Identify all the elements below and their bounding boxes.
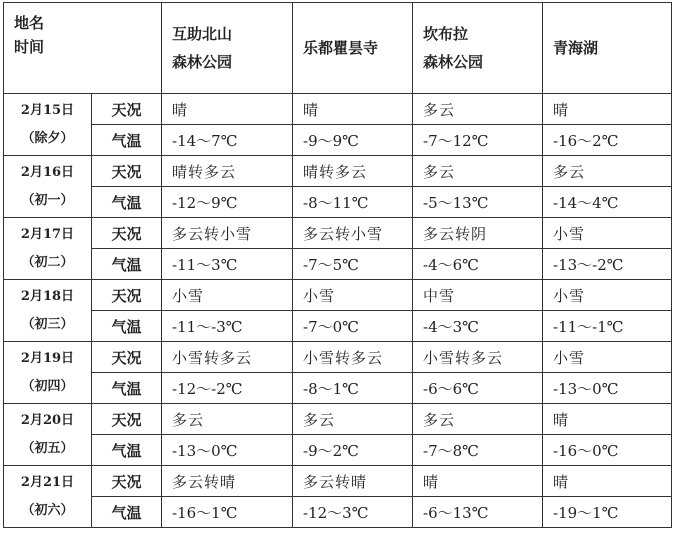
condition-value: 多云转小雪 — [293, 218, 413, 249]
condition-value: 多云 — [413, 94, 543, 125]
condition-value: 多云 — [543, 156, 672, 187]
temperature-value: -7～0℃ — [293, 311, 413, 342]
temperature-value: -6～13℃ — [413, 497, 543, 528]
date-cell — [4, 342, 92, 404]
location-header — [293, 3, 413, 94]
date-label: 2月21日 — [20, 474, 75, 490]
temperature-value: -11～-3℃ — [162, 311, 293, 342]
condition-value: 晴 — [543, 466, 672, 497]
date-label: 2月16日 — [20, 164, 75, 180]
location-header — [413, 3, 543, 94]
lunar-date-label: （初四） — [21, 378, 74, 394]
weather-forecast-table — [3, 2, 672, 528]
condition-label: 天况 — [92, 94, 162, 125]
temperature-value: -5～13℃ — [413, 187, 543, 218]
temperature-row — [4, 311, 672, 342]
temperature-label: 气温 — [92, 187, 162, 218]
location-header — [162, 3, 293, 94]
condition-value: 多云 — [162, 404, 293, 435]
location-name-line: 坎布拉 — [423, 25, 469, 43]
date-cell — [4, 156, 92, 218]
temperature-value: -7～5℃ — [293, 249, 413, 280]
condition-row — [4, 218, 672, 249]
condition-value: 小雪 — [293, 280, 413, 311]
header-row — [4, 3, 672, 94]
condition-value: 晴 — [162, 94, 293, 125]
temperature-value: -7～8℃ — [413, 435, 543, 466]
temperature-label: 气温 — [92, 435, 162, 466]
temperature-value: -16～1℃ — [162, 497, 293, 528]
condition-value: 多云转阴 — [413, 218, 543, 249]
condition-value: 小雪转多云 — [413, 342, 543, 373]
temperature-label: 气温 — [92, 125, 162, 156]
location-header — [543, 3, 672, 94]
temperature-value: -4～6℃ — [413, 249, 543, 280]
condition-value: 小雪转多云 — [162, 342, 293, 373]
condition-label: 天况 — [92, 342, 162, 373]
condition-label: 天况 — [92, 280, 162, 311]
condition-row — [4, 156, 672, 187]
condition-value: 晴 — [293, 94, 413, 125]
condition-value: 晴 — [413, 466, 543, 497]
temperature-row — [4, 125, 672, 156]
condition-value: 小雪 — [543, 280, 672, 311]
temperature-value: -12～3℃ — [293, 497, 413, 528]
condition-value: 小雪 — [543, 342, 672, 373]
date-cell — [4, 218, 92, 280]
condition-row — [4, 94, 672, 125]
location-name-line: 青海湖 — [553, 39, 599, 57]
temperature-value: -16～2℃ — [543, 125, 672, 156]
temperature-label: 气温 — [92, 249, 162, 280]
condition-row — [4, 342, 672, 373]
temperature-value: -6～6℃ — [413, 373, 543, 404]
location-name-line: 森林公园 — [423, 53, 484, 71]
condition-value: 多云 — [293, 404, 413, 435]
temperature-value: -4～3℃ — [413, 311, 543, 342]
temperature-label: 气温 — [92, 497, 162, 528]
lunar-date-label: （初一） — [21, 192, 74, 208]
temperature-label: 气温 — [92, 373, 162, 404]
temperature-value: -19～1℃ — [543, 497, 672, 528]
temperature-row — [4, 435, 672, 466]
condition-value: 多云 — [413, 404, 543, 435]
condition-value: 晴转多云 — [162, 156, 293, 187]
temperature-row — [4, 373, 672, 404]
lunar-date-label: （除夕） — [21, 130, 74, 146]
temperature-value: -13～0℃ — [543, 373, 672, 404]
temperature-value: -12～-2℃ — [162, 373, 293, 404]
date-label: 2月19日 — [20, 350, 75, 366]
lunar-date-label: （初三） — [21, 316, 74, 332]
condition-value: 小雪转多云 — [293, 342, 413, 373]
temperature-value: -16～0℃ — [543, 435, 672, 466]
temperature-value: -12～9℃ — [162, 187, 293, 218]
date-label: 2月18日 — [20, 288, 75, 304]
condition-label: 天况 — [92, 156, 162, 187]
corner-header — [4, 3, 162, 94]
temperature-value: -9～2℃ — [293, 435, 413, 466]
condition-label: 天况 — [92, 466, 162, 497]
date-cell — [4, 466, 92, 528]
condition-value: 中雪 — [413, 280, 543, 311]
condition-value: 多云转晴 — [293, 466, 413, 497]
temperature-value: -8～1℃ — [293, 373, 413, 404]
lunar-date-label: （初六） — [21, 502, 74, 518]
date-label: 2月17日 — [20, 226, 75, 242]
condition-value: 晴转多云 — [293, 156, 413, 187]
condition-row — [4, 404, 672, 435]
lunar-date-label: （初五） — [21, 440, 74, 456]
condition-value: 晴 — [543, 404, 672, 435]
temperature-value: -14～4℃ — [543, 187, 672, 218]
condition-value: 晴 — [543, 94, 672, 125]
temperature-row — [4, 187, 672, 218]
temperature-value: -8～11℃ — [293, 187, 413, 218]
condition-label: 天况 — [92, 218, 162, 249]
date-cell — [4, 280, 92, 342]
temperature-value: -13～0℃ — [162, 435, 293, 466]
location-name-line: 互助北山 — [172, 25, 233, 43]
date-cell — [4, 94, 92, 156]
condition-row — [4, 466, 672, 497]
date-label: 2月20日 — [20, 412, 75, 428]
date-cell — [4, 404, 92, 466]
temperature-value: -11～3℃ — [162, 249, 293, 280]
condition-value: 多云转晴 — [162, 466, 293, 497]
temperature-row — [4, 497, 672, 528]
date-label: 2月15日 — [20, 102, 75, 118]
corner-location-label: 地名 — [14, 14, 45, 32]
location-name-line: 乐都瞿昙寺 — [303, 39, 379, 57]
temperature-value: -14～7℃ — [162, 125, 293, 156]
temperature-row — [4, 249, 672, 280]
condition-value: 小雪 — [162, 280, 293, 311]
temperature-label: 气温 — [92, 311, 162, 342]
condition-value: 多云 — [413, 156, 543, 187]
condition-value: 多云转小雪 — [162, 218, 293, 249]
condition-value: 小雪 — [543, 218, 672, 249]
condition-label: 天况 — [92, 404, 162, 435]
temperature-value: -11～-1℃ — [543, 311, 672, 342]
corner-time-label: 时间 — [14, 38, 45, 56]
forecast-body — [4, 94, 672, 528]
temperature-value: -9～9℃ — [293, 125, 413, 156]
condition-row — [4, 280, 672, 311]
temperature-value: -7～12℃ — [413, 125, 543, 156]
temperature-value: -13～-2℃ — [543, 249, 672, 280]
location-name-line: 森林公园 — [172, 53, 233, 71]
forecast-table-wrapper — [3, 2, 672, 528]
lunar-date-label: （初二） — [21, 254, 74, 270]
